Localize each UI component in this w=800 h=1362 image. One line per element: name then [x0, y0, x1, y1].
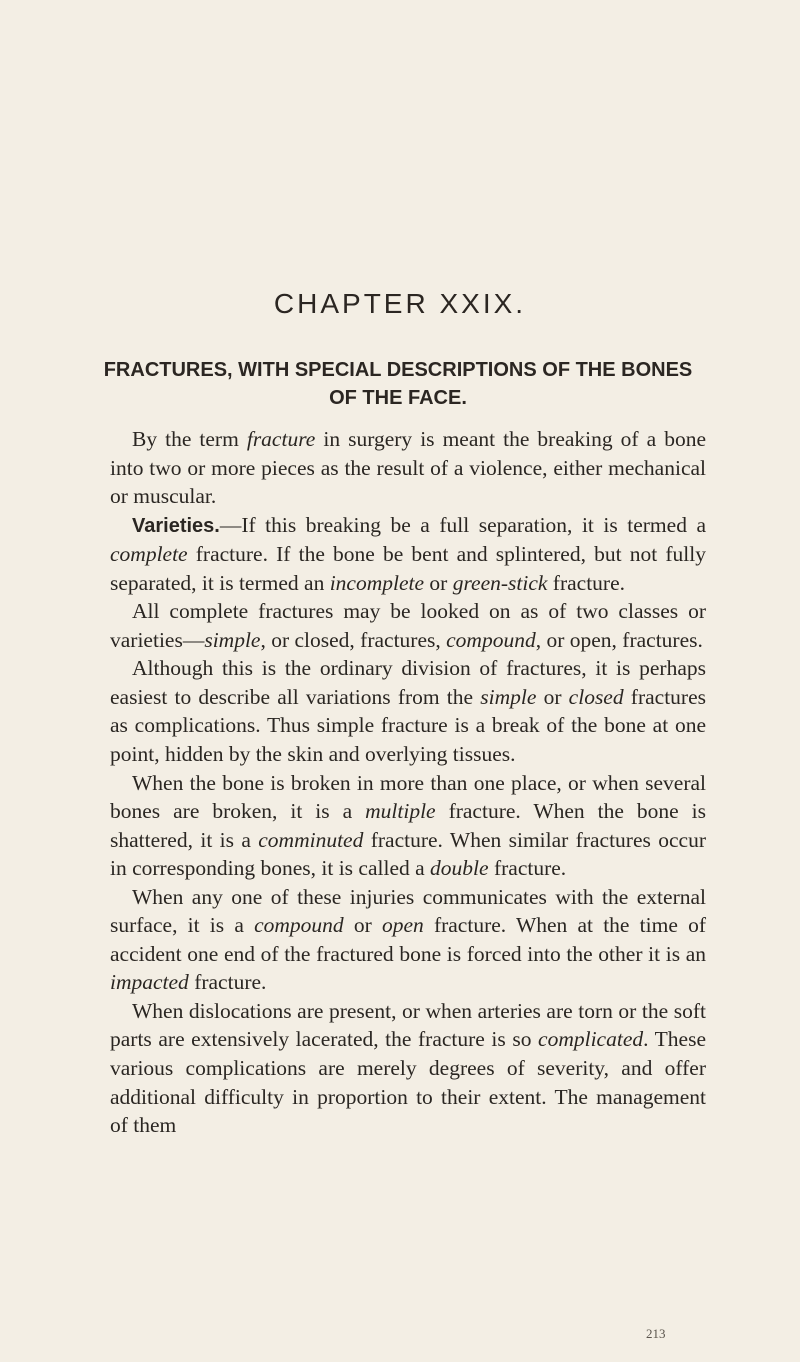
italic-term: simple: [480, 684, 537, 709]
italic-term: simple: [204, 627, 261, 652]
italic-term: fracture: [246, 427, 316, 451]
text-run: fracture.: [488, 856, 567, 881]
paragraph: [110, 654, 706, 768]
text-run: When any one of these injuries communicates with the external surface, it is a: [110, 884, 706, 938]
run-in-heading: Varieties.: [132, 514, 220, 537]
body-text: [110, 425, 706, 1140]
section-title: FRACTURES, WITH SPECIAL DESCRIPTIONS OF THE BONES OF THE FACE.: [103, 359, 693, 409]
text-run: fracture.: [547, 570, 626, 595]
text-run: fracture. When similar fractures occur in corresponding bones, it is called a: [110, 827, 706, 881]
text-run: Although this is the ordinary division of fractures, it is perhaps easiest to describe all variations from the: [110, 656, 706, 709]
italic-term: multiple: [365, 799, 436, 824]
text-run: fracture. When the bone is shattered, it is a: [110, 799, 706, 852]
text-run: All complete fractures may be looked on as of two classes or varieties—: [110, 599, 706, 652]
text-run: . These various complications are merely degrees of severity, and offer additional difficulty in proportion to their extent. The management of them: [110, 1027, 707, 1138]
paragraph: [110, 883, 706, 997]
text-run: fracture.: [188, 970, 267, 995]
text-run: or: [536, 684, 569, 709]
paragraph: [110, 997, 706, 1140]
text-run: in surgery is meant the breaking of a bone into two or more pieces as the result of a violence, either mechanical or muscular.: [110, 427, 706, 509]
text-run: fracture. When at the time of accident one end of the fractured bone is forced into the other it is an: [110, 913, 706, 966]
text-run: , or closed, fractures,: [260, 627, 447, 652]
text-run: When the bone is broken in more than one place, or when several bones are broken, it is a: [110, 770, 706, 824]
text-run: , or open, fractures.: [535, 627, 703, 652]
text-run: fracture. If the bone be bent and splintered, but not fully separated, it is termed an: [110, 542, 706, 595]
text-run: By the term: [132, 427, 247, 451]
paragraph: [110, 511, 706, 598]
italic-term: compound: [446, 627, 536, 652]
italic-term: open: [381, 913, 424, 938]
paragraph: [110, 597, 706, 654]
paragraph: [110, 769, 706, 883]
text-run: When dislocations are present, or when arteries are torn or the soft parts are extensively lacerated, the fracture is so: [110, 998, 706, 1052]
chapter-heading: CHAPTER XXIX.: [273, 288, 527, 319]
text-run: or: [424, 570, 453, 595]
italic-term: compound: [254, 913, 344, 938]
paragraph: [110, 425, 706, 511]
text-run: —If this breaking be a full separation, it is termed a: [219, 512, 706, 537]
italic-term: double: [430, 856, 489, 881]
page-number: 213: [646, 1326, 666, 1341]
italic-term: incomplete: [329, 570, 425, 595]
text-run: or: [343, 913, 382, 938]
italic-term: closed: [568, 684, 624, 709]
italic-term: comminuted: [258, 827, 364, 852]
italic-term: complicated: [538, 1027, 644, 1052]
italic-term: impacted: [110, 970, 189, 995]
italic-term: green-stick: [452, 570, 548, 595]
text-run: fractures as complications. Thus simple fracture is a break of the bone at one point, hidden by the skin and overlying tissues.: [110, 684, 706, 767]
italic-term: complete: [110, 542, 188, 567]
